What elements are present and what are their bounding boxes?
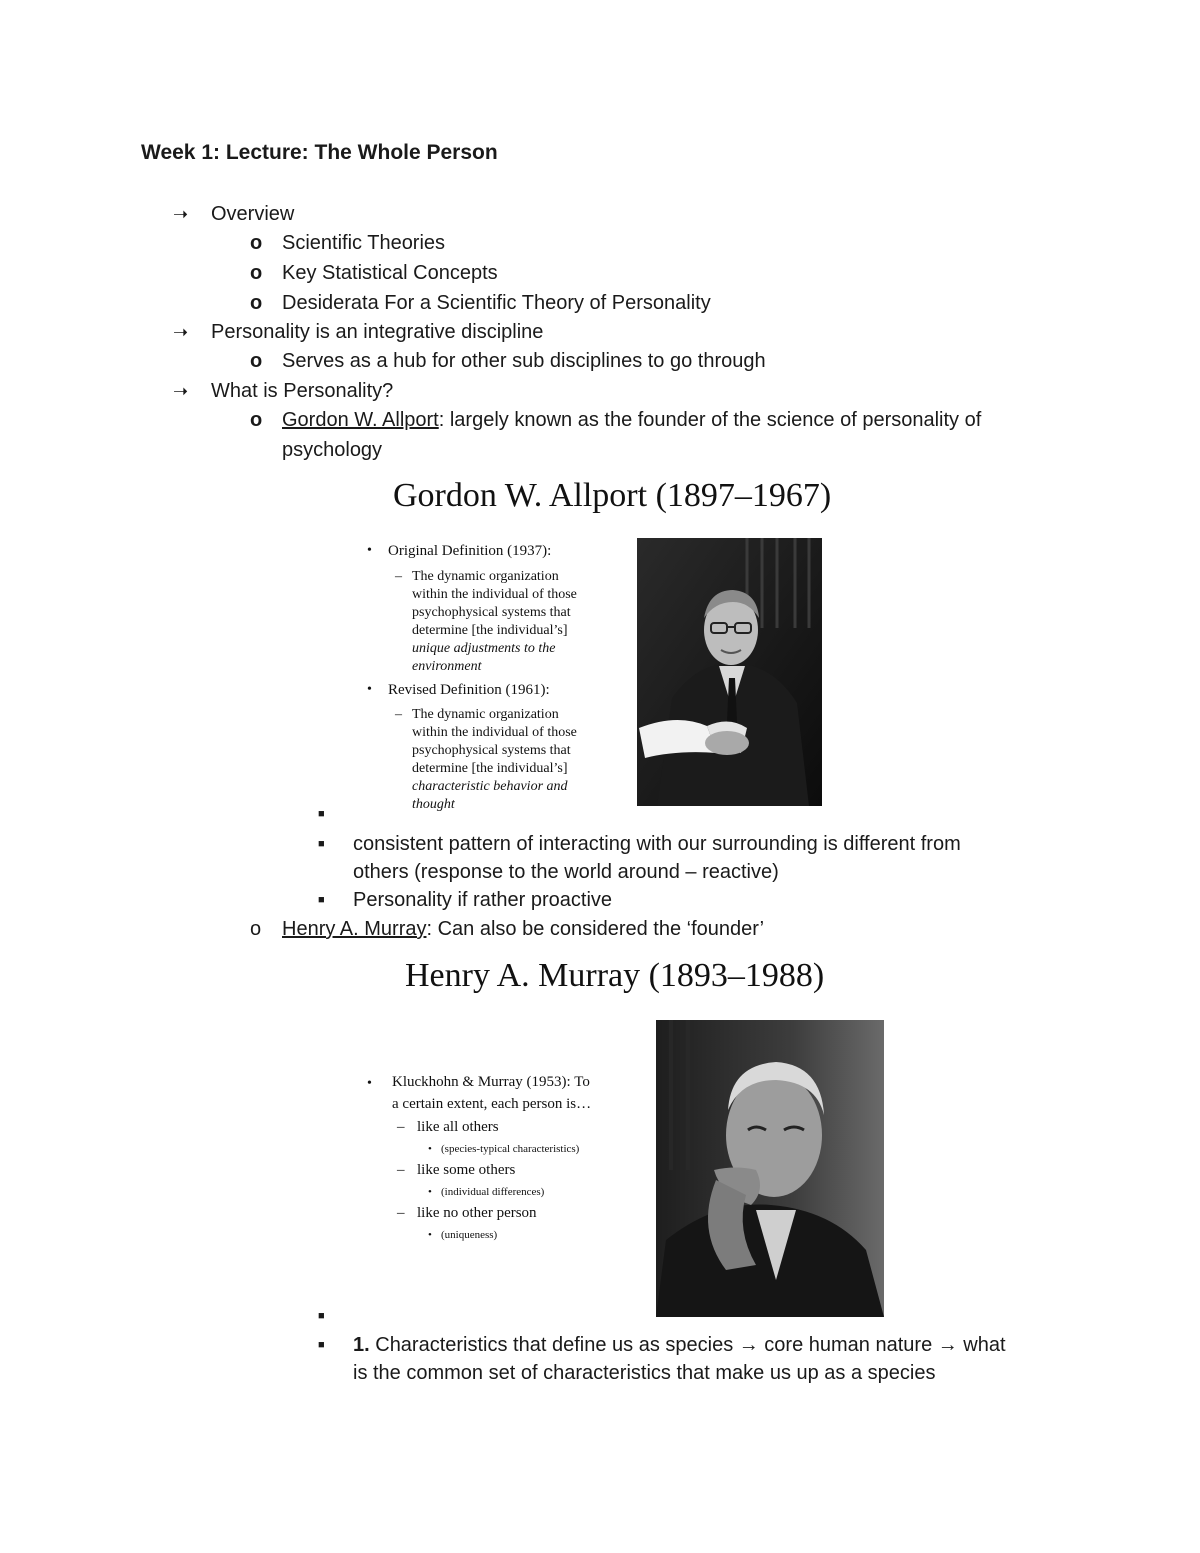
murray-photo bbox=[656, 1020, 884, 1317]
list-item: Key Statistical Concepts bbox=[282, 262, 498, 284]
bullet-icon: • bbox=[428, 1186, 432, 1198]
slide-line: within the individual of those bbox=[412, 587, 577, 602]
dash-icon: – bbox=[397, 1162, 405, 1178]
hollow-circle-bullet-icon: o bbox=[250, 409, 263, 431]
right-arrow-icon: ➝ bbox=[173, 381, 189, 401]
slide-subline: (species-typical characteristics) bbox=[441, 1143, 580, 1155]
list-item: Personality if rather proactive bbox=[353, 889, 613, 911]
outline-overview: Overview bbox=[211, 203, 295, 225]
bullet-icon: • bbox=[428, 1143, 432, 1155]
outline-integrative: Personality is an integrative discipline bbox=[211, 321, 544, 343]
list-item: Desiderata For a Scientific Theory of Personality bbox=[282, 292, 711, 314]
slide-line: determine [the individual’s] bbox=[412, 761, 568, 776]
slide-subline: (uniqueness) bbox=[441, 1229, 498, 1241]
allport-entry bbox=[282, 406, 981, 434]
square-bullet-icon: ■ bbox=[318, 1310, 325, 1322]
slide-subline: (individual differences) bbox=[441, 1186, 545, 1198]
list-item-cont: others (response to the world around – reactive) bbox=[353, 861, 779, 883]
allport-desc: : largely known as the founder of the science of personality of bbox=[438, 409, 982, 431]
dash-icon: – bbox=[397, 1119, 405, 1135]
slide-line: psychophysical systems that bbox=[412, 605, 571, 620]
hollow-circle-bullet-icon: o bbox=[250, 350, 263, 372]
hollow-circle-bullet-icon: o bbox=[250, 918, 262, 940]
allport-name: Gordon W. Allport bbox=[282, 409, 439, 431]
slide-title: Gordon W. Allport (1897–1967) bbox=[393, 477, 832, 514]
point-number: 1. bbox=[353, 1334, 370, 1356]
dash-icon: – bbox=[395, 707, 402, 722]
slide-line: determine [the individual’s] bbox=[412, 623, 568, 638]
bullet-icon: • bbox=[367, 543, 372, 558]
slide-line: like some others bbox=[417, 1162, 516, 1178]
murray-point-cont: is the common set of characteristics that make us up as a species bbox=[353, 1362, 936, 1384]
slide-line: like no other person bbox=[417, 1205, 537, 1221]
hollow-circle-bullet-icon: o bbox=[250, 262, 263, 284]
allport-photo bbox=[637, 538, 822, 806]
bullet-icon: • bbox=[367, 682, 372, 697]
dash-icon: – bbox=[395, 569, 402, 584]
slide-heading: Revised Definition (1961): bbox=[388, 682, 550, 698]
right-arrow-icon: ➝ bbox=[173, 322, 189, 342]
slide-heading: Original Definition (1937): bbox=[388, 543, 552, 559]
slide-title: Henry A. Murray (1893–1988) bbox=[405, 957, 825, 994]
slide-line: thought bbox=[412, 797, 455, 812]
list-item: Scientific Theories bbox=[282, 232, 446, 254]
point-text: Characteristics that define us as species → core human nature → what bbox=[369, 1334, 1006, 1356]
square-bullet-icon: ■ bbox=[318, 808, 325, 820]
list-item: consistent pattern of interacting with our surrounding is different from bbox=[353, 833, 961, 855]
square-bullet-icon: ■ bbox=[318, 894, 325, 906]
hollow-circle-bullet-icon: o bbox=[250, 232, 263, 254]
murray-name: Henry A. Murray bbox=[282, 918, 427, 940]
slide-line: The dynamic organization bbox=[412, 707, 559, 722]
slide-line: psychophysical systems that bbox=[412, 743, 571, 758]
slide-line: like all others bbox=[417, 1119, 499, 1135]
square-bullet-icon: ■ bbox=[318, 1339, 325, 1351]
bullet-icon: • bbox=[367, 1076, 372, 1091]
bullet-icon: • bbox=[428, 1229, 432, 1241]
outline-what-is: What is Personality? bbox=[211, 380, 394, 402]
murray-desc: : Can also be considered the ‘founder’ bbox=[426, 918, 765, 940]
murray-entry bbox=[282, 915, 764, 943]
slide-line: unique adjustments to the bbox=[412, 641, 556, 656]
hollow-circle-bullet-icon: o bbox=[250, 292, 263, 314]
right-arrow-icon: ➝ bbox=[173, 204, 189, 224]
murray-point bbox=[353, 1331, 1006, 1359]
list-item: Serves as a hub for other sub disciplines to go through bbox=[282, 350, 766, 372]
slide-heading: a certain extent, each person is… bbox=[392, 1096, 592, 1112]
slide-heading: Kluckhohn & Murray (1953): To bbox=[392, 1074, 590, 1090]
page-title: Week 1: Lecture: The Whole Person bbox=[141, 141, 498, 164]
slide-line: The dynamic organization bbox=[412, 569, 559, 584]
square-bullet-icon: ■ bbox=[318, 838, 325, 850]
dash-icon: – bbox=[397, 1205, 405, 1221]
slide-line: within the individual of those bbox=[412, 725, 577, 740]
slide-line: environment bbox=[412, 659, 482, 674]
allport-desc-cont: psychology bbox=[282, 439, 383, 461]
slide-line: characteristic behavior and bbox=[412, 779, 568, 794]
